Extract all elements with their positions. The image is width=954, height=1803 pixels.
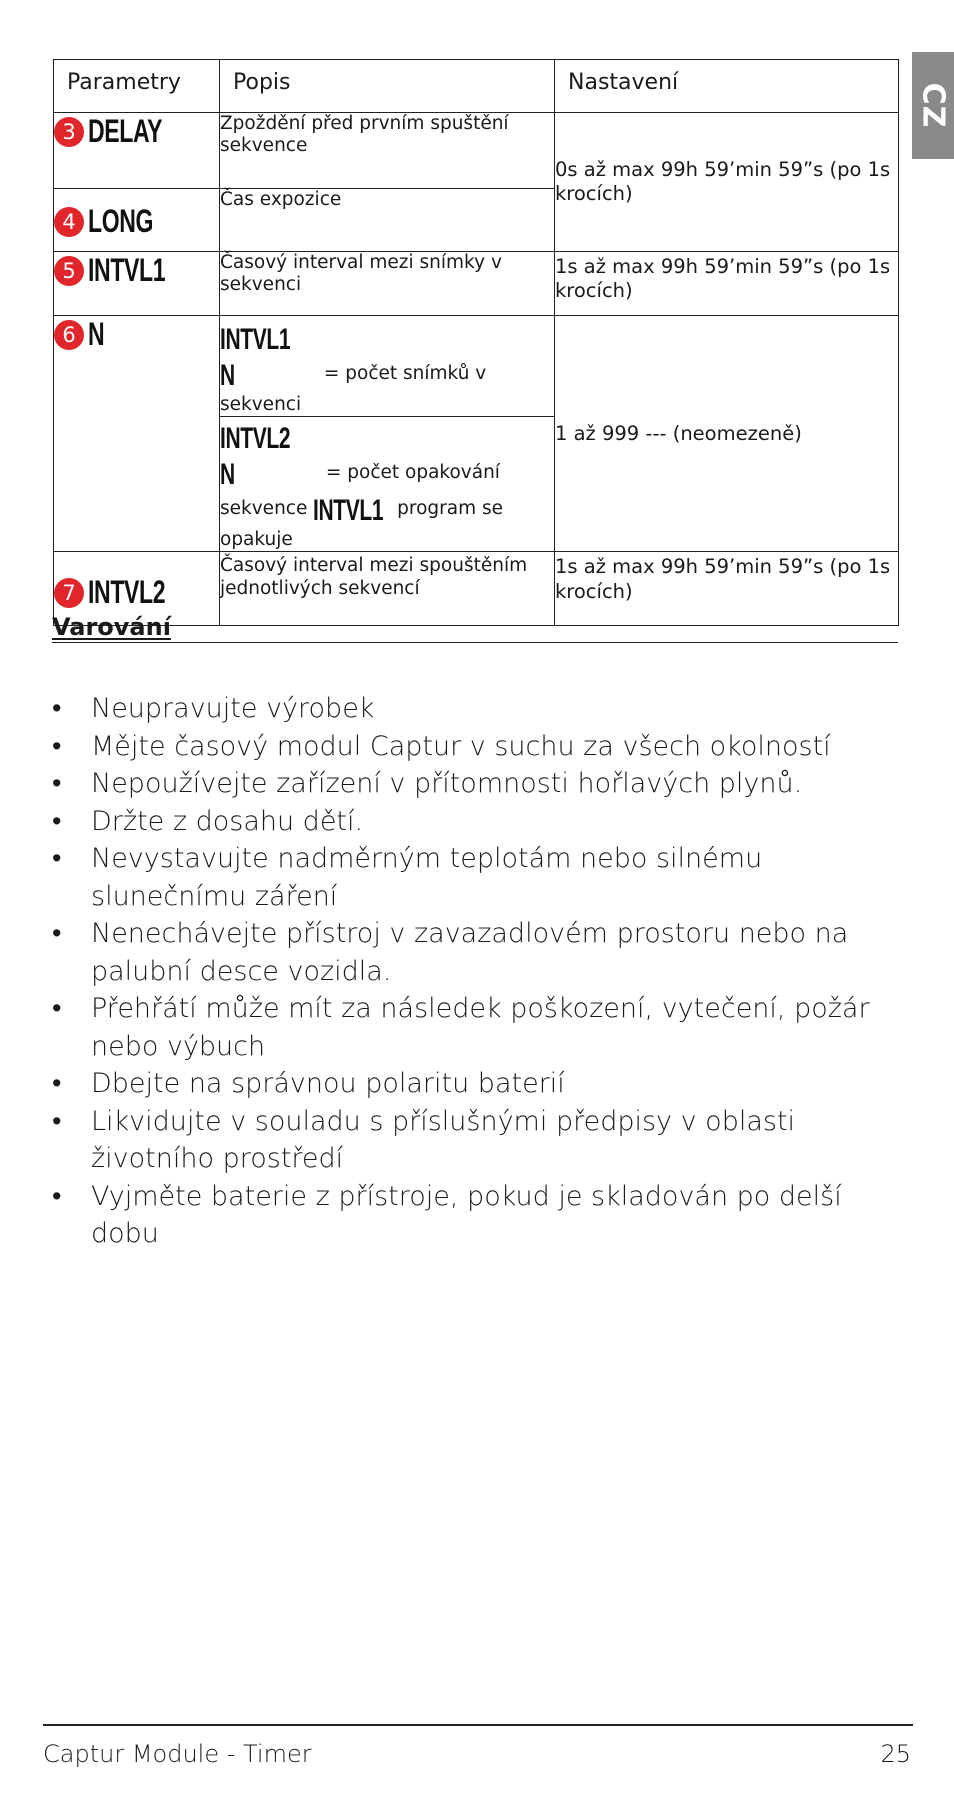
warning-list	[52, 690, 892, 1253]
param-code-inline: INTVL1	[313, 494, 384, 528]
setting-cell: 1 až 999 --- (neomezeně)	[555, 316, 899, 552]
step-badge: 7	[54, 578, 84, 608]
table-header-row	[54, 60, 899, 113]
list-item: • Přehřátí může mít za následek poškození, vytečení, požár nebo výbuch	[52, 990, 892, 1065]
list-item: • Nevystavujte nadměrným teplotám nebo silnému slunečnímu záření	[52, 840, 892, 915]
param-code: N	[88, 316, 105, 352]
desc-cell: Čas expozice	[220, 189, 555, 252]
desc-text: = počet snímků v sekvenci	[220, 363, 487, 415]
param-code: INTVL1	[88, 252, 166, 288]
header-parametry: Parametry	[54, 60, 220, 113]
table-row	[54, 113, 899, 189]
param-n	[54, 316, 220, 552]
param-code-inline: INTVL1 N	[220, 323, 291, 392]
step-badge: 5	[54, 256, 84, 286]
step-badge: 4	[54, 207, 84, 237]
setting-cell: 0s až max 99h 59’min 59”s (po 1s krocích)	[555, 113, 899, 252]
desc-text: program se opakuje	[220, 498, 503, 551]
setting-cell: 1s až max 99h 59’min 59”s (po 1s krocích)	[555, 252, 899, 316]
header-nastaveni: Nastavení	[555, 60, 899, 113]
table-row	[54, 316, 899, 417]
desc-cell	[220, 417, 555, 552]
list-item: • Neupravujte výrobek	[52, 690, 892, 728]
desc-cell: Časový interval mezi snímky v sekvenci	[220, 252, 555, 316]
language-tab	[912, 52, 954, 159]
footer-title: Captur Module - Timer	[43, 1740, 312, 1768]
param-code: DELAY	[88, 113, 163, 149]
list-item: • Držte z dosahu dětí.	[52, 803, 892, 841]
param-code: LONG	[88, 203, 154, 239]
desc-cell: Časový interval mezi spouštěním jednotlivých sekvencí	[220, 552, 555, 626]
desc-cell	[220, 316, 555, 417]
param-intvl1	[54, 252, 220, 316]
param-code: INTVL2	[88, 574, 166, 611]
page-number: 25	[880, 1740, 911, 1768]
warning-heading	[52, 613, 898, 643]
header-popis: Popis	[220, 60, 555, 113]
list-item: • Dbejte na správnou polaritu baterií	[52, 1065, 892, 1103]
table-row	[54, 252, 899, 316]
list-item: • Nenechávejte přístroj v zavazadlovém prostoru nebo na palubní desce vozidla.	[52, 915, 892, 990]
list-item: • Likvidujte v souladu s příslušnými předpisy v oblasti životního prostředí	[52, 1103, 892, 1178]
desc-cell: Zpoždění před prvním spuštění sekvence	[220, 113, 555, 189]
param-delay	[54, 113, 220, 189]
list-item: • Vyjměte baterie z přístroje, pokud je skladován po delší dobu	[52, 1178, 892, 1253]
param-code-inline: INTVL2 N	[220, 422, 291, 492]
setting-cell: 1s až max 99h 59’min 59”s (po 1s krocích)	[555, 552, 899, 626]
param-long	[54, 189, 220, 252]
list-item: • Nepoužívejte zařízení v přítomnosti hořlavých plynů.	[52, 765, 892, 803]
language-tab-label: CZ	[915, 82, 951, 129]
desc-text: = počet opakování sekvence	[220, 462, 500, 520]
step-badge: 3	[54, 117, 84, 147]
warning-title: Varování	[52, 613, 171, 641]
footer-divider	[43, 1724, 913, 1726]
step-badge: 6	[54, 320, 84, 350]
parameters-table	[53, 59, 899, 626]
list-item: • Mějte časový modul Captur v suchu za všech okolností	[52, 728, 892, 766]
